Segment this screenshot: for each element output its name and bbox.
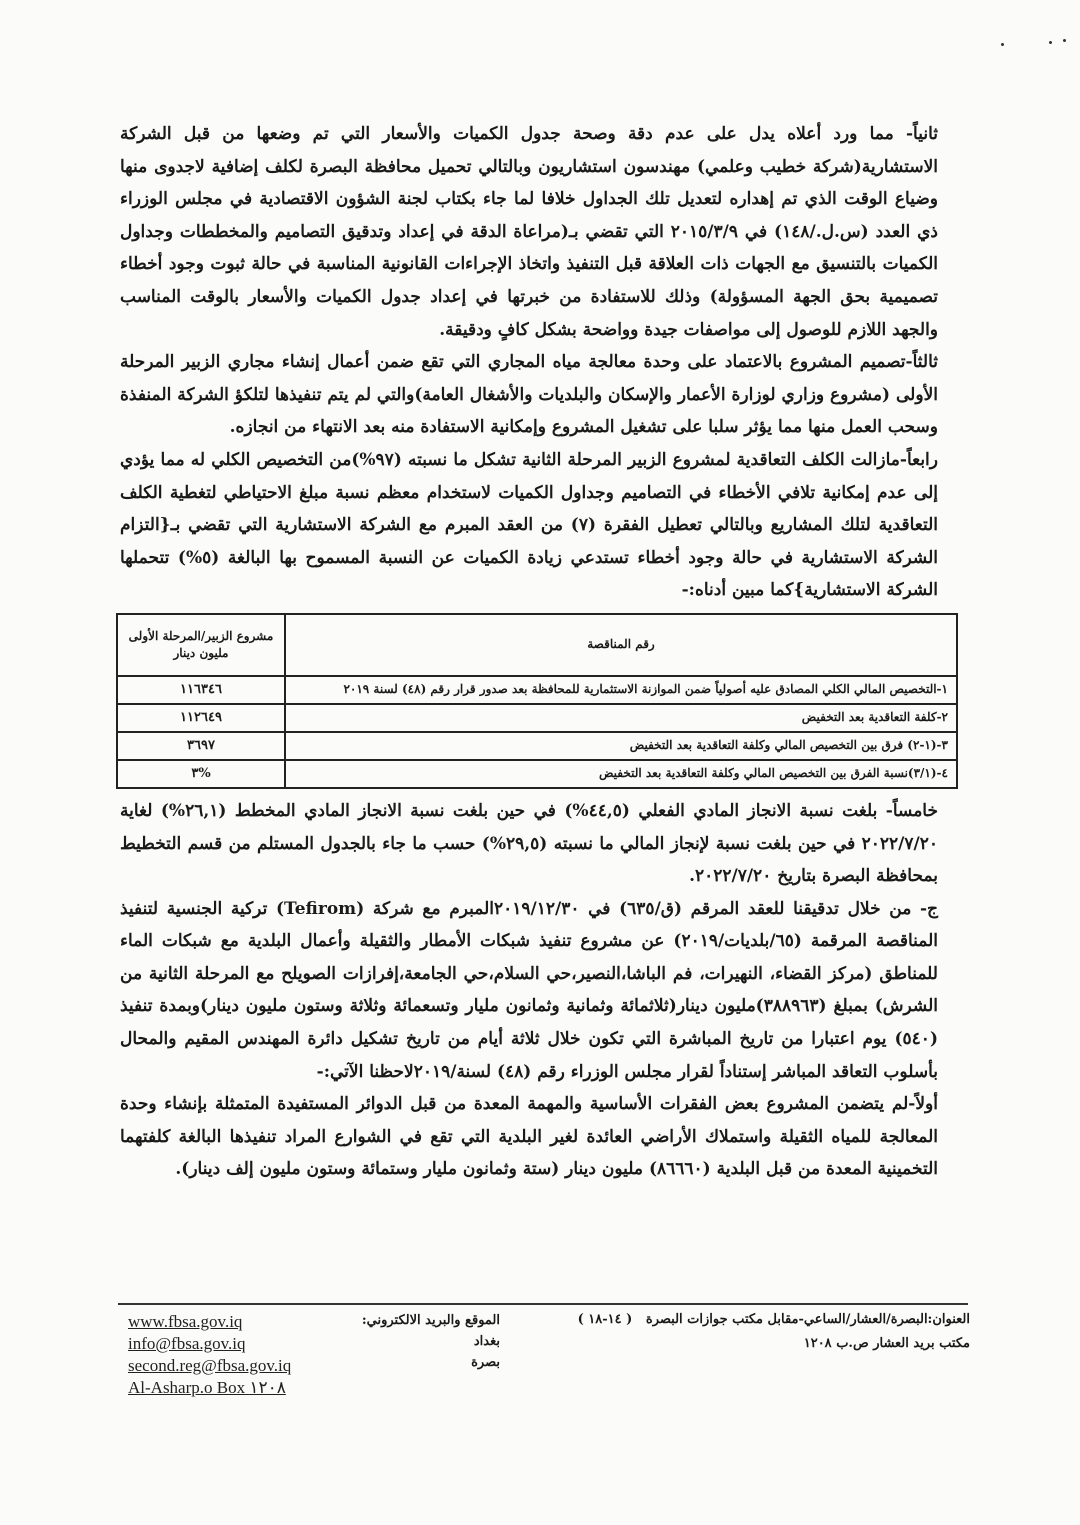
website-link[interactable]: www.fbsa.gov.iq [128,1312,243,1331]
paragraph-contract: ج- من خلال تدقيقنا للعقد المرقم (ق/٦٣٥) في ٢٠١٩/١٢/٣٠المبرم مع شركة (Tefirom) تركية الجنسية لتنفيذ المناقصة المرقمة (٦٥/بلديات/٢٠١٩) عن مشروع تنفيذ شبكات الأمطار والثقيلة وأعمال البلدية مع شبكات الماء للمناطق (مركز القضاء، النهيرات، فم الباشا،النصير،حي السلام،حي الجامعة،إفرازات الصويلح مع المرحلة الثانية من الشرش) بمبلغ (٣٨٨٩٦٣)مليون دينار(ثلاثمائة وثمانية وثمانون مليار وتسعمائة وثلاثة وستون مليون دينار)وبمدة تنفيذ (٥٤٠) يوم اعتبارا من تاريخ المباشرة التي تكون خلال ثلاثة أيام من تاريخ تشكيل دائرة المهندس المقيم والمحال بأسلوب التعاقد المباشر إستناداً لقرار مجلس الوزراء رقم (٤٨) لسنة/٢٠١٩لاحظنا الآتي:- [120,898,938,1082]
row-description: ٣-(١-٢) فرق بين التخصيص المالي وكلفة التعاقدية بعد التخفيض [285,732,957,760]
paragraph-third: ثالثاً-تصميم المشروع بالاعتماد على وحدة معالجة مياه المجاري التي تقع ضمن أعمال إنشاء مجاري الزبير المرحلة الأولى (مشروع وزاري لوزارة الأعمار والإسكان والبلديات والأشغال العامة)والتي لم يتم تنفيذها لتلكؤ الشركة المنفذة وسحب العمل منها مما يؤثر سلبا على تشغيل المشروع وإمكانية الاستفادة منه بعد الانتهاء من انجازه. [120,352,938,438]
row-description: ٢-كلفة التعاقدية بعد التخفيض [285,704,957,732]
footer-city-basra: بصرة [471,1355,500,1370]
scan-speck [1049,41,1052,44]
table-row [117,676,957,704]
footer-city-baghdad: بغداد [473,1334,500,1349]
table-row [117,704,957,732]
email-link[interactable]: info@fbsa.gov.iq [128,1334,246,1353]
footer-web-block [350,1310,500,1373]
footer-links [128,1311,291,1399]
header-project [117,614,285,676]
row-description: ٤-(٣/١)نسبة الفرق بين التخصيص المالي وكلفة التعاقدية بعد التخفيض [285,760,957,788]
scan-speck [1001,43,1004,46]
address-text: العنوان:البصرة/العشار/الساعي-مقابل مكتب جوازات البصرة [645,1312,970,1327]
footer-pobox: مكتب بريد العشار ص.ب ١٢٠٨ [803,1336,970,1351]
header-unit: مليون دينار [173,645,229,660]
table-header-row [117,614,957,676]
scan-speck [1063,39,1066,42]
email-link-second[interactable]: second.reg@fbsa.gov.iq [128,1356,292,1375]
header-project-name: مشروع الزبير/المرحلة الأولى [128,628,274,643]
paragraph-fourth: رابعاً-مازالت الكلف التعاقدية لمشروع الزبير المرحلة الثانية تشكل ما نسبته (٩٧%)من التخصيص الكلي له مما يؤدي إلى عدم إمكانية تلافي الأخطاء في التصاميم وجداول الكميات لاستخدام معظم نسبة مبلغ الاحتياطي لتغطية الكلف التعاقدية لتلك المشاريع وبالتالي تعطيل الفقرة (٧) من العقد المبرم مع الشركة الاستشارية التي تقضي بـ{التزام الشركة الاستشارية في حالة وجود أخطاء تستدعي زيادة الكميات عن النسبة المسموح بها البالغة (٥%) تتحملها الشركة الاستشارية}كما مبين أدناه:- [120,449,938,601]
row-value: %٣ [117,760,285,788]
phone-code: ( ١٤-١٨ ) [577,1312,633,1327]
paragraph-fifth: خامساً- بلغت نسبة الانجاز المادي الفعلي (٤٤,٥%) في حين بلغت نسبة الانجاز المادي المخطط (٢٦,١%) لغاية ٢٠٢٢/٧/٢٠ في حين بلغت نسبة لإنجاز المالي ما نسبته (٢٩,٥%) حسب ما جاء بالجدول المستلم من قسم التخطيط بمحافظة البصرة بتاريخ ٢٠٢٢/٧/٢٠. [120,800,938,887]
po-box: Al-Asharp.o Box ١٢٠٨ [128,1378,286,1397]
paragraph-first: أولاً-لم يتضمن المشروع بعض الفقرات الأساسية والمهمة المعدة من قبل الدوائر المستفيدة المتمثلة بإنشاء وحدة المعالجة للمياه الثقيلة واستملاك الأراضي العائدة لغير البلدية التي تقع في الشوارع المراد تنفيذها البالغة كلفتهما التخمينية المعدة من قبل البلدية (٨٦٦٦٠) مليون دينار (ستة وثمانون مليار وستمائة وستون مليون إلف دينار). [120,1094,938,1180]
footer-address-line [550,1308,970,1332]
table-row [117,760,957,788]
web-label: الموقع والبريد الالكتروني: [361,1313,500,1328]
allocation-table [116,613,958,789]
row-value: ٣٦٩٧ [117,732,285,760]
row-value: ١١٦٣٤٦ [117,676,285,704]
document-body [120,118,948,1186]
row-description: ١-التخصيص المالي الكلي المصادق عليه أصولياً ضمن الموازنة الاستثمارية للمحافظة بعد صدور قرار رقم (٤٨) لسنة ٢٠١٩ [285,676,957,704]
row-value: ١١٢٦٤٩ [117,704,285,732]
footer-address [550,1308,970,1356]
footer-divider [118,1303,968,1305]
paragraph-second: ثانياً- مما ورد أعلاه يدل على عدم دقة وصحة جدول الكميات والأسعار التي تم وضعها من قبل الشركة الاستشارية(شركة خطيب وعلمي) مهندسون استشاريون وبالتالي تحميل محافظة البصرة لكلف إضافية لاجدوى منها وضياع الوقت الذي تم إهداره لتعديل تلك الجداول خلافا لما جاء بكتاب لجنة الشؤون الاقتصادية في مجلس الوزراء ذي العدد (س.ل./١٤٨) في ٢٠١٥/٣/٩ التي تقضي بـ(مراعاة الدقة في إعداد وتدقيق التصاميم والمخططات وجداول الكميات بالتنسيق مع الجهات ذات العلاقة قبل التنفيذ واتخاذ الإجراءات القانونية المناسبة في حالة ثبوت وجود أخطاء تصميمية بحق الجهة المسؤولة) وذلك للاستفادة من خبرتها في إعداد جدول الكميات والأسعار بالوقت المناسب والجهد اللازم للوصول إلى مواصفات جيدة وواضحة بشكل كافٍ ودقيقة. [120,124,938,340]
header-tender-number: رقم المناقصة [285,614,957,676]
table-row [117,732,957,760]
